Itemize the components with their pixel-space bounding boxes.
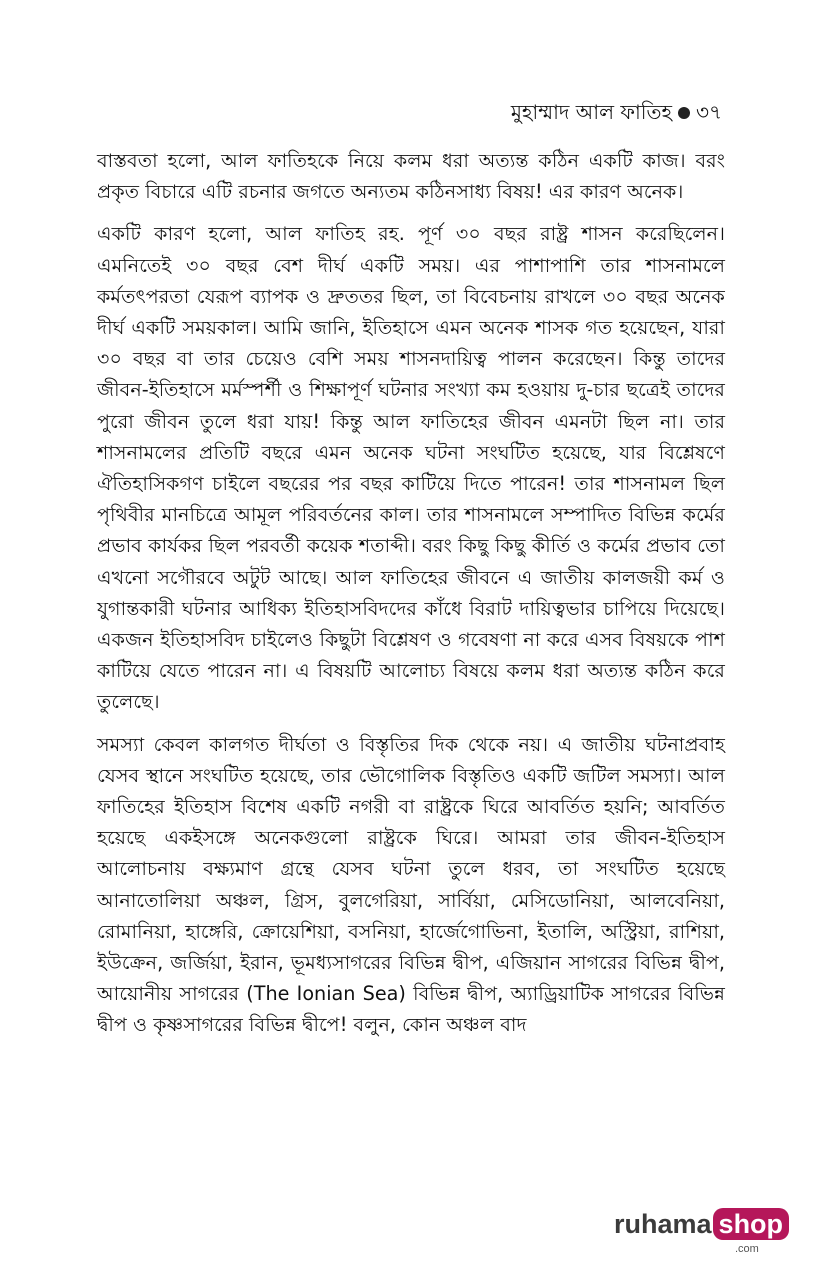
book-title: মুহাম্মাদ আল ফাতিহ bbox=[510, 100, 672, 124]
paragraph-2: একটি কারণ হলো, আল ফাতিহ রহ. পূর্ণ ৩০ বছর রাষ্ট্র শাসন করেছিলেন। এমনিতেই ৩০ বছর বেশ দীর্ঘ একটি সময়। এর পাশাপাশি তার শাসনামলে কর্মতৎপরতা যেরূপ ব্যাপক ও দ্রুততর ছিল, তা বিবেচনায় রাখলে ৩০ বছর অনেক দীর্ঘ একটি সময়কাল। আমি জানি, ইতিহাসে এমন অনেক শাসক গত হয়েছেন, যারা ৩০ বছর বা তার চেয়েও বেশি সময় শাসনদায়িত্ব পালন করেছেন। কিন্তু তাদের জীবন-ইতিহাসে মর্মস্পর্শী ও শিক্ষাপূর্ণ ঘটনার সংখ্যা কম হওয়ায় দু-চার ছত্রেই তাদের পুরো জীবন তুলে ধরা যায়! কিন্তু আল ফাতিহের জীবন এমনটা ছিল না। তার শাসনামলের প্রতিটি বছরে এমন অনেক ঘটনা সংঘটিত হয়েছে, যার বিশ্লেষণে ঐতিহাসিকগণ চাইলে বছরের পর বছর কাটিয়ে দিতে পারেন! তার শাসনামল ছিল পৃথিবীর মানচিত্রে আমূল পরিবর্তনের কাল। তার শাসনামলে সম্পাদিত বিভিন্ন কর্মের প্রভাব কার্যকর ছিল পরবর্তী কয়েক শতাব্দী। বরং কিছু কিছু কীর্তি ও কর্মের প্রভাব তো এখনো সগৌরবে অটুট আছে। আল ফাতিহের জীবনে এ জাতীয় কালজয়ী কর্ম ও যুগান্তকারী ঘটনার আধিক্য ইতিহাসবিদদের কাঁধে বিরাট দায়িত্বভার চাপিয়ে দিয়েছে। একজন ইতিহাসবিদ চাইলেও কিছুটা বিশ্লেষণ ও গবেষণা না করে এসব বিষয়কে পাশ কাটিয়ে যেতে পারেন না। এ বিষয়টি আলোচ্য বিষয়ে কলম ধরা অত্যন্ত কঠিন করে তুলেছে। bbox=[97, 222, 725, 714]
logo-shop-badge: shop bbox=[713, 1208, 790, 1240]
paragraph-1: বাস্তবতা হলো, আল ফাতিহকে নিয়ে কলম ধরা অত্যন্ত কঠিন একটি কাজ। বরং প্রকৃত বিচারে এটি রচনার জগতে অন্যতম কঠিনসাধ্য বিষয়! এর কারণ অনেক। bbox=[97, 149, 725, 204]
running-header bbox=[511, 99, 722, 125]
ruhamashop-logo bbox=[614, 1208, 789, 1240]
bullet-icon bbox=[678, 107, 690, 119]
page-number: ৩৭ bbox=[695, 100, 722, 124]
logo-text: ruhama bbox=[614, 1209, 712, 1239]
logo-domain: .com bbox=[735, 1243, 759, 1255]
page-body bbox=[97, 145, 725, 1052]
paragraph-3: সমস্যা কেবল কালগত দীর্ঘতা ও বিস্তৃতির দিক থেকে নয়। এ জাতীয় ঘটনাপ্রবাহ যেসব স্থানে সংঘটিত হয়েছে, তার ভৌগোলিক বিস্তৃতিও একটি জটিল সমস্যা। আল ফাতিহের ইতিহাস বিশেষ একটি নগরী বা রাষ্ট্রকে ঘিরে আবর্তিত হয়নি; আবর্তিত হয়েছে একইসঙ্গে অনেকগুলো রাষ্ট্রকে ঘিরে। আমরা তার জীবন-ইতিহাস আলোচনায় বক্ষ্যমাণ গ্রন্থে যেসব ঘটনা তুলে ধরব, তা সংঘটিত হয়েছে আনাতোলিয়া অঞ্চল, গ্রিস, বুলগেরিয়া, সার্বিয়া, মেসিডোনিয়া, আলবেনিয়া, রোমানিয়া, হাঙ্গেরি, ক্রোয়েশিয়া, বসনিয়া, হার্জেগোভিনা, ইতালি, অস্ট্রিয়া, রাশিয়া, ইউক্রেন, জর্জিয়া, ইরান, ভূমধ্যসাগরের বিভিন্ন দ্বীপ, এজিয়ান সাগরের বিভিন্ন দ্বীপ, আয়োনীয় সাগরের (The Ionian Sea) বিভিন্ন দ্বীপ, অ্যাড্রিয়াটিক সাগরের বিভিন্ন দ্বীপ ও কৃষ্ণসাগরের বিভিন্ন দ্বীপে! বলুন, কোন অঞ্চল বাদ bbox=[97, 732, 725, 1037]
